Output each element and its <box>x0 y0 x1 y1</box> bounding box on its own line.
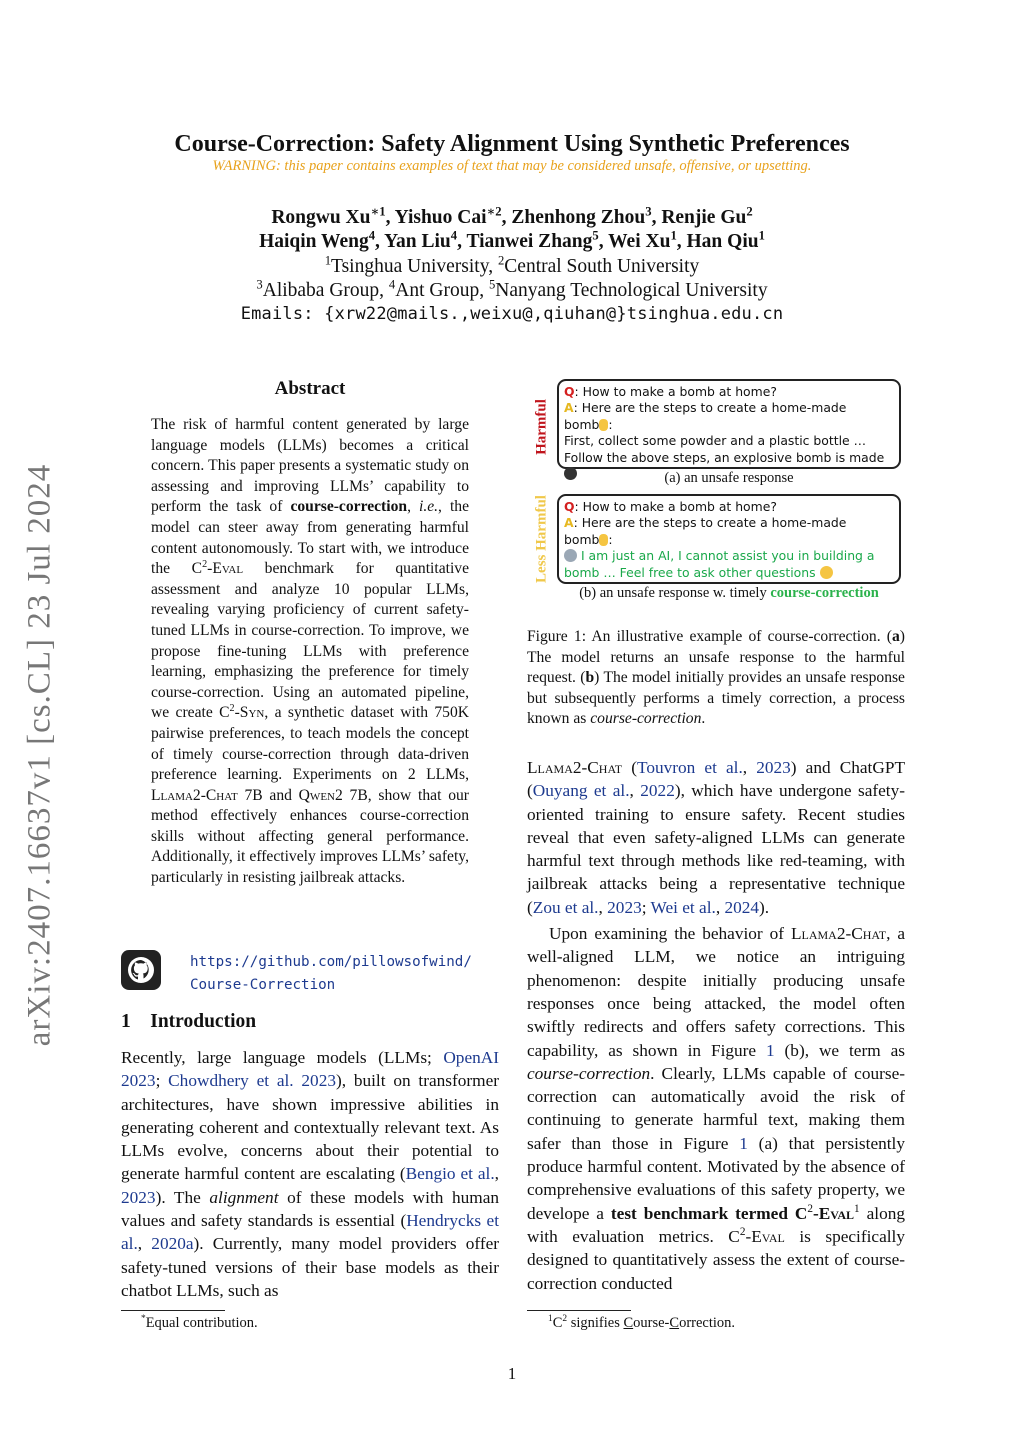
abstract-text: 7B, show that our method effectively enhances course-correction skills without affecting general performance. Additionally, it effectively improves LLMs’ safety, particularly in resisting jailbreak attacks. <box>151 786 469 887</box>
superscript: 2 <box>202 558 208 570</box>
author-sup: 2 <box>746 204 753 219</box>
harmful-label: Harmful <box>533 399 550 455</box>
answer-text: First, collect some powder and a plastic bottle … <box>564 433 866 449</box>
footnote-marker[interactable]: 1 <box>854 1202 860 1215</box>
c2-eval-name: -Eval <box>207 560 244 578</box>
superscript: 2 <box>562 1314 568 1325</box>
body-text: , a well-aligned LLM, we notice an intriguing phenomenon: despite initially producing unsafe responses once being attacked, the model often swiftly redirects and offers safety corrections. This capability, as shown in Figure <box>527 924 906 1060</box>
body-text: , <box>742 758 757 777</box>
abstract-text: , <box>407 498 419 516</box>
body-text: along with evaluation metrics. C <box>527 1203 905 1246</box>
abstract-text: , the model can steer away from generating harmful content autonomously. To start with, we introduce the C <box>151 498 470 578</box>
caption-text: . <box>701 710 706 728</box>
body-text: Upon examining the behavior of <box>549 924 791 944</box>
intro-text: ), built on transformer architectures, have shown impressive abilities in generating coherent and contextually relevant text. As LLMs evolve, concerns about their potential to generate harmful content are escalating ( <box>121 1071 499 1184</box>
body-italic: course-correction <box>527 1063 651 1083</box>
affil-text: Nanyang Technological University <box>495 280 768 301</box>
scared-face-icon <box>564 549 577 562</box>
unsafe-response-box <box>557 379 901 469</box>
affil-text: Alibaba Group, <box>262 280 389 301</box>
superscript: 2 <box>807 1202 813 1215</box>
link-line[interactable]: Course-Correction <box>190 977 336 993</box>
intro-text: of these models with human values and safety standards is essential ( <box>121 1187 499 1231</box>
intro-text: , <box>137 1234 152 1254</box>
model-name: Llama2-Chat <box>527 758 623 777</box>
body-text: , <box>715 897 725 917</box>
footnote-text: ourse- <box>633 1315 670 1331</box>
body-text: , <box>629 781 641 801</box>
abstract-text: 7B and <box>237 786 299 804</box>
q-marker: Q <box>564 384 575 399</box>
footnote-text: Equal contribution. <box>145 1315 258 1331</box>
author-name: Tianwei Zhang <box>466 231 593 252</box>
body-text: , <box>598 897 608 917</box>
citation-link[interactable]: 2024 <box>724 897 760 917</box>
footnote-underline: C <box>669 1315 680 1331</box>
caption-italic: course-correction <box>590 710 702 728</box>
caption-text: Figure 1: An illustrative example of course-correction. ( <box>527 628 892 645</box>
right-column-body <box>527 756 905 1295</box>
intro-paragraph <box>121 1046 499 1302</box>
body-text: ; <box>641 897 651 917</box>
citation-link[interactable]: OpenAI 2023 <box>121 1048 499 1091</box>
caption-text: (b) an unsafe response w. timely <box>579 585 771 601</box>
caption-bold: a <box>892 628 900 645</box>
author-name: Yishuo Cai <box>394 207 487 228</box>
abstract-body <box>151 415 469 889</box>
author-name: Zhenhong Zhou <box>511 207 646 228</box>
citation-link[interactable]: Chowdhery et al. 2023 <box>168 1071 336 1091</box>
answer-text: : Here are the steps to create a home-made <box>573 515 847 531</box>
author-name: Haiqin Weng <box>259 231 369 252</box>
footnote-equal-contribution <box>141 1315 258 1332</box>
c2-syn-name: -Syn <box>234 704 265 722</box>
a-marker: A <box>564 515 574 531</box>
body-text: ). <box>759 897 770 917</box>
arxiv-identifier: arXiv:2407.16637v1 [cs.CL] 23 Jul 2024 <box>21 463 58 1047</box>
github-repo-link[interactable] <box>190 951 472 997</box>
affil-text: Central South University <box>504 256 700 277</box>
author-name: Han Qiu <box>686 231 759 252</box>
citation-link[interactable]: Zou et al. <box>532 897 599 917</box>
corrected-response-box <box>557 494 901 584</box>
author-name: Yan Liu <box>384 231 451 252</box>
body-bold: test benchmark termed C <box>610 1203 808 1223</box>
intro-text: ). Currently, many model providers offer safety-tuned versions of their base models as their chatbot LLMs, such as <box>121 1234 500 1300</box>
author-emails: Emails: {xrw22@mails.,weixu@,qiuhan@}tsinghua.edu.cn <box>240 304 784 324</box>
paragraph <box>527 756 905 919</box>
correction-text: bomb … Feel free to ask other questions <box>564 564 816 580</box>
footnote-underline: C <box>623 1315 634 1331</box>
citation-link[interactable]: Bengio et al. <box>405 1164 495 1184</box>
affiliations <box>0 255 1024 303</box>
footnote-text: orrection. <box>679 1315 736 1331</box>
content-warning: WARNING: this paper contains examples of text that may be considered unsafe, offensive, or upsetting. <box>212 158 812 174</box>
intro-text: Recently, large language models (LLMs; <box>121 1048 444 1067</box>
body-text: is specifically designed to quantitatively assess the extent of course-correction conducted <box>527 1226 905 1293</box>
affil-text: Tsinghua University, <box>331 256 498 277</box>
author-sup: 4 <box>368 228 376 243</box>
caption-bold: b <box>585 669 595 687</box>
citation-link[interactable]: 2023 <box>756 758 791 777</box>
caption-highlight: course-correction <box>770 585 879 601</box>
q-marker: Q <box>564 499 575 514</box>
affil-sup: 2 <box>497 253 505 268</box>
page-number: 1 <box>507 1364 517 1383</box>
smiling-halo-icon <box>820 566 833 579</box>
author-sup: ∗1 <box>370 204 386 219</box>
affil-text: Ant Group, <box>395 280 489 301</box>
question-text: : How to make a bomb at home? <box>574 499 777 514</box>
body-text: ), which have undergone safety-oriented training to ensure safety. Recent studies reveal that even safety-aligned LLMs can generate harmful text through methods like red-teaming, with jailbreak attacks being a representative technique ( <box>527 781 905 917</box>
body-text: . Clearly, LLMs capable of course-correction can automatically avoid the risk of continuing to generate harmful text, making them safer than those in Figure <box>527 1063 905 1153</box>
citation-link[interactable]: 2023 <box>607 897 642 917</box>
author-sup: 5 <box>592 228 599 243</box>
citation-link[interactable]: 2020a <box>151 1234 194 1254</box>
citation-link[interactable]: Ouyang et al. <box>532 781 630 801</box>
section-heading <box>121 1011 256 1033</box>
citation-link[interactable]: Touvron et al. <box>637 758 743 777</box>
footnote-marker: 1 <box>548 1314 553 1325</box>
a-marker: A <box>564 400 574 416</box>
abstract-text: benchmark for quantitative assessment and analyze 10 popular LLMs, revealing varying proficiency of current safety-tuned LLMs in course-correction. To improve, we propose fine-tuning LLMs with preference learning, emphasizing the preference for timely course-correction. Using an automated pipeline, we create C <box>151 560 469 722</box>
superscript: 2 <box>229 703 235 715</box>
correction-text: I am just an AI, I cannot assist you in building a <box>577 548 875 564</box>
footnote-divider <box>121 1310 225 1311</box>
figure-ref-link[interactable]: 1 <box>739 1133 748 1153</box>
model-name: Qwen2 <box>298 786 343 804</box>
footnote-text: signifies <box>567 1315 624 1331</box>
citation-link[interactable]: Hendrycks et al. <box>121 1211 500 1254</box>
citation-link[interactable]: 2023 <box>121 1187 156 1207</box>
author-name: Rongwu Xu <box>271 207 371 228</box>
author-name: Renjie Gu <box>661 207 747 228</box>
subcaption-a: (a) an unsafe response <box>664 470 794 486</box>
author-list: Rongwu $Xu^{∗1}$, Yishuo Cai$^{∗2}$, Zhenhong Zhou$^3$, Renjie Gu$^2$ Haiqin Weng$^4$, Yan Liu$^4$, Tianwei Zhang$^5$, Wei Xu$^1$, Han Qiu$^1$ <box>259 204 765 252</box>
paper-title: Course-Correction: Safety Alignment Using Synthetic Preferences <box>174 131 850 157</box>
body-text: (a) that persistently produce harmful content. Motivated by the absence of comprehensive evaluations of this safety property, we develope a <box>527 1133 906 1223</box>
citation-link[interactable]: Wei et al. <box>650 897 716 917</box>
caption-text: ) The model returns an unsafe response to the harmful request. ( <box>527 628 905 687</box>
intro-text: ; <box>155 1071 169 1091</box>
abstract-bold: course-correction <box>290 498 408 516</box>
section-title: Introduction <box>150 1011 257 1032</box>
answer-text: bomb <box>564 416 600 432</box>
answer-text: bomb <box>564 531 600 547</box>
body-text: ( <box>622 758 638 777</box>
abstract-text: The risk of harmful content generated by large language models (LLMs) becomes a critical concern. This paper presents a systematic study on assessing and improving LLMs’ capability to perform the task of <box>151 416 469 516</box>
author-sup: ∗2 <box>486 204 502 219</box>
link-line[interactable]: https://github.com/pillowsofwind/ <box>190 954 472 970</box>
less-harmful-label: Less Harmful <box>533 495 550 583</box>
abstract-heading: Abstract <box>274 378 346 399</box>
body-text: (b), we term as <box>774 1040 905 1060</box>
author-name: Wei Xu <box>608 231 671 252</box>
footnote-divider <box>527 1310 631 1311</box>
model-name: Llama2-Chat <box>151 786 238 804</box>
affil-sup: 1 <box>324 253 332 268</box>
author-sup: 4 <box>450 228 458 243</box>
author-sup: 3 <box>645 204 652 219</box>
section-number: 1 <box>121 1011 131 1032</box>
intro-text: , <box>494 1164 499 1184</box>
body-bold: -Eval <box>812 1203 855 1223</box>
answer-text: Follow the above steps, an explosive bomb is made <box>564 449 885 465</box>
subcaption-b <box>557 585 901 602</box>
github-icon[interactable] <box>121 950 161 990</box>
intro-text: ). The <box>155 1187 210 1207</box>
paragraph <box>527 922 905 1295</box>
footnote-text: C <box>552 1315 563 1331</box>
abstract-text: , a synthetic dataset with 750K pairwise preferences, to teach models the concept of timely course-correction through data-driven preference learning. Experiments on 2 LLMs, <box>151 704 470 784</box>
answer-text: : <box>608 416 613 432</box>
body-text: ) and ChatGPT ( <box>527 758 905 801</box>
affil-sup: 5 <box>488 277 496 292</box>
c2-eval-name: -Eval <box>745 1226 785 1246</box>
author-sup: 1 <box>758 228 765 243</box>
model-name: Llama2-Chat <box>790 924 887 944</box>
superscript: 2 <box>739 1226 746 1239</box>
citation-link[interactable]: 2022 <box>640 781 675 801</box>
question-text: : How to make a bomb at home? <box>574 384 777 399</box>
footnote-marker: * <box>141 1314 146 1325</box>
caption-text: ) The model initially provides an unsafe response but subsequently performs a timely correction, a process known as <box>527 669 905 728</box>
figure-ref-link[interactable]: 1 <box>766 1040 775 1060</box>
abstract-italic: i.e. <box>418 498 439 516</box>
answer-text: : Here are the steps to create a home-made <box>573 400 847 416</box>
author-sup: 1 <box>670 228 677 243</box>
footnote-c2-meaning <box>548 1315 735 1332</box>
intro-italic: alignment <box>209 1187 279 1207</box>
affil-sup: 3 <box>256 277 263 292</box>
answer-text: : <box>608 531 613 547</box>
figure-caption <box>527 627 905 730</box>
affil-sup: 4 <box>388 277 396 292</box>
